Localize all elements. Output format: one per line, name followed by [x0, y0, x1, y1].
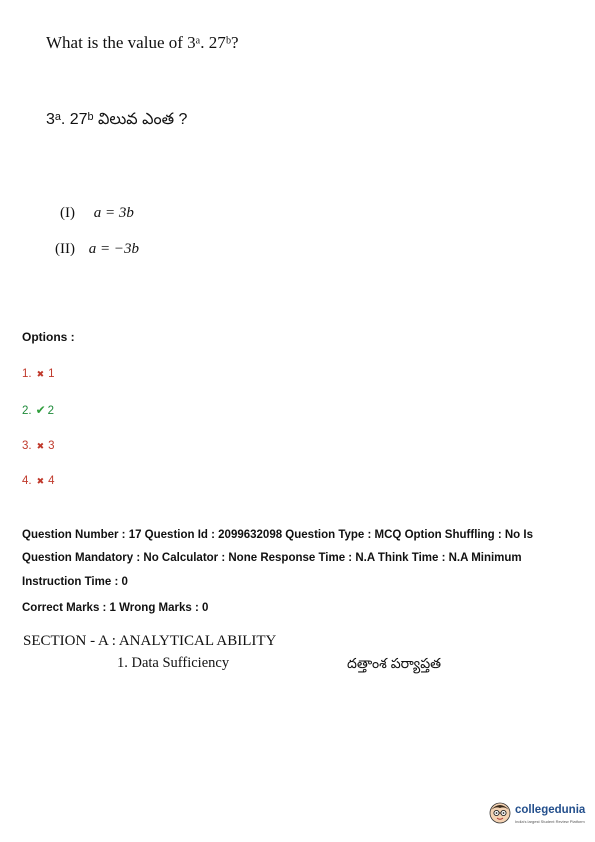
option-4-value: 4 — [48, 475, 55, 487]
mascot-icon — [488, 800, 512, 824]
statement-2-text: a = −3b — [88, 241, 139, 257]
option-2-value: 2 — [47, 405, 55, 417]
wrong-icon: ✖ — [36, 441, 45, 451]
option-4[interactable] — [22, 475, 55, 487]
question-meta-line-1: Question Number : 17 Question Id : 2099632098 Question Type : MCQ Option Shuffling : No Is — [22, 529, 533, 541]
option-1[interactable] — [22, 368, 55, 380]
subsection-title: 1. Data Sufficiency — [117, 655, 230, 671]
option-1-value: 1 — [48, 368, 55, 380]
question-meta-line-3: Instruction Time : 0 — [22, 576, 128, 588]
statement-1-text: a = 3b — [93, 205, 134, 221]
statement-1-roman: (I) — [60, 205, 75, 221]
option-3-value: 3 — [48, 440, 55, 452]
option-2[interactable] — [22, 403, 54, 417]
wrong-icon: ✖ — [36, 476, 45, 486]
wrong-icon: ✖ — [36, 369, 45, 379]
option-3[interactable] — [22, 440, 55, 452]
logo-tagline: India's largest Student Review Platform — [515, 819, 585, 824]
statement-2-roman: (II) — [55, 241, 75, 257]
logo-brand-text: collegedunia — [515, 804, 586, 816]
question-telugu — [46, 110, 187, 132]
collegedunia-logo — [488, 800, 588, 832]
statement-1 — [60, 205, 134, 222]
option-2-number: 2. — [22, 405, 32, 417]
option-4-number: 4. — [22, 475, 32, 487]
options-heading: Options : — [22, 330, 75, 344]
marks-line: Correct Marks : 1 Wrong Marks : 0 — [22, 602, 209, 614]
subsection-title-telugu: దత్తాంశ పర్యాప్తత — [347, 655, 442, 671]
check-icon: ✔ — [35, 403, 46, 417]
option-3-number: 3. — [22, 440, 32, 452]
question-english — [46, 33, 239, 53]
section-title: SECTION - A : ANALYTICAL ABILITY — [23, 633, 277, 649]
question-telugu-text: 3ᵃ. 27ᵇ విలువ ఎంత ? — [46, 111, 188, 128]
option-1-number: 1. — [22, 368, 32, 380]
statement-2 — [55, 241, 139, 258]
question-english-text: What is the value of 3ᵃ. 27ᵇ? — [46, 33, 239, 52]
question-meta-line-2: Question Mandatory : No Calculator : None Response Time : N.A Think Time : N.A Minimum — [22, 552, 522, 564]
